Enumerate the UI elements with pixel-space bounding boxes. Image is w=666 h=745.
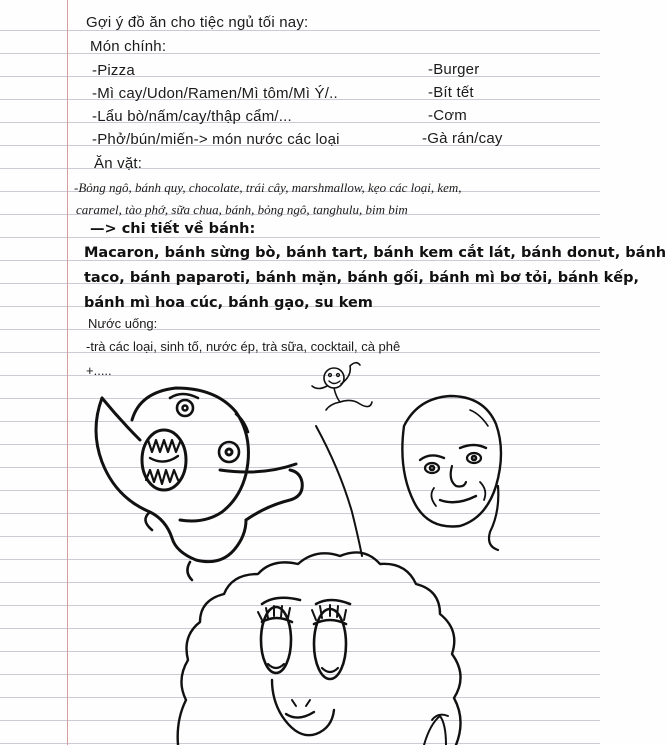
snacks-line-2: caramel, tào phớ, sữa chua, bánh, bỏng ngô, tanghulu, bim bim — [76, 202, 408, 217]
cakes-line-3: bánh mì hoa cúc, bánh gạo, su kem — [84, 295, 373, 311]
main-dish-right-1: -Burger — [428, 61, 480, 78]
snacks-heading: Ăn vặt: — [94, 155, 143, 172]
main-dish-right-2: -Bít tết — [428, 84, 474, 101]
drinks-line: -trà các loại, sinh tố, nước ép, trà sữa, cocktail, cà phê — [86, 339, 401, 354]
stick-figure-doodle — [312, 363, 372, 410]
drinks-heading: Nước uống: — [88, 316, 158, 331]
cakes-line-1: Macaron, bánh sừng bò, bánh tart, bánh kem cắt lát, bánh donut, bánh — [84, 245, 666, 261]
main-dishes-heading: Món chính: — [90, 38, 167, 55]
main-dish-left-3: -Lẩu bò/nấm/cay/thập cẩm/... — [92, 108, 292, 125]
screaming-creature-doodle — [96, 388, 302, 580]
main-dish-left-4: -Phở/bún/miến-> món nước các loại — [92, 131, 340, 148]
drinks-extra: +..... — [86, 363, 112, 378]
cakes-line-2: taco, bánh paparoti, bánh mặn, bánh gối, bánh mì bơ tỏi, bánh kếp, — [84, 270, 639, 286]
cakes-heading: —> chi tiết về bánh: — [90, 221, 256, 237]
curved-stroke-doodle — [316, 426, 362, 556]
cloud-hair-face-doodle — [178, 552, 461, 745]
main-dish-left-2: -Mì cay/Udon/Ramen/Mì tôm/Mì Ý/.. — [92, 85, 338, 102]
main-dish-right-3: -Cơm — [428, 107, 467, 124]
snacks-line-1: -Bỏng ngô, bánh quy, chocolate, trái cây, marshmallow, kẹo các loại, kem, — [74, 180, 462, 195]
main-dish-left-1: -Pizza — [92, 62, 135, 79]
main-dish-right-4: -Gà rán/cay — [422, 130, 503, 147]
note-title: Gợi ý đồ ăn cho tiệc ngủ tối nay: — [86, 14, 309, 31]
bald-face-doodle — [402, 396, 501, 550]
